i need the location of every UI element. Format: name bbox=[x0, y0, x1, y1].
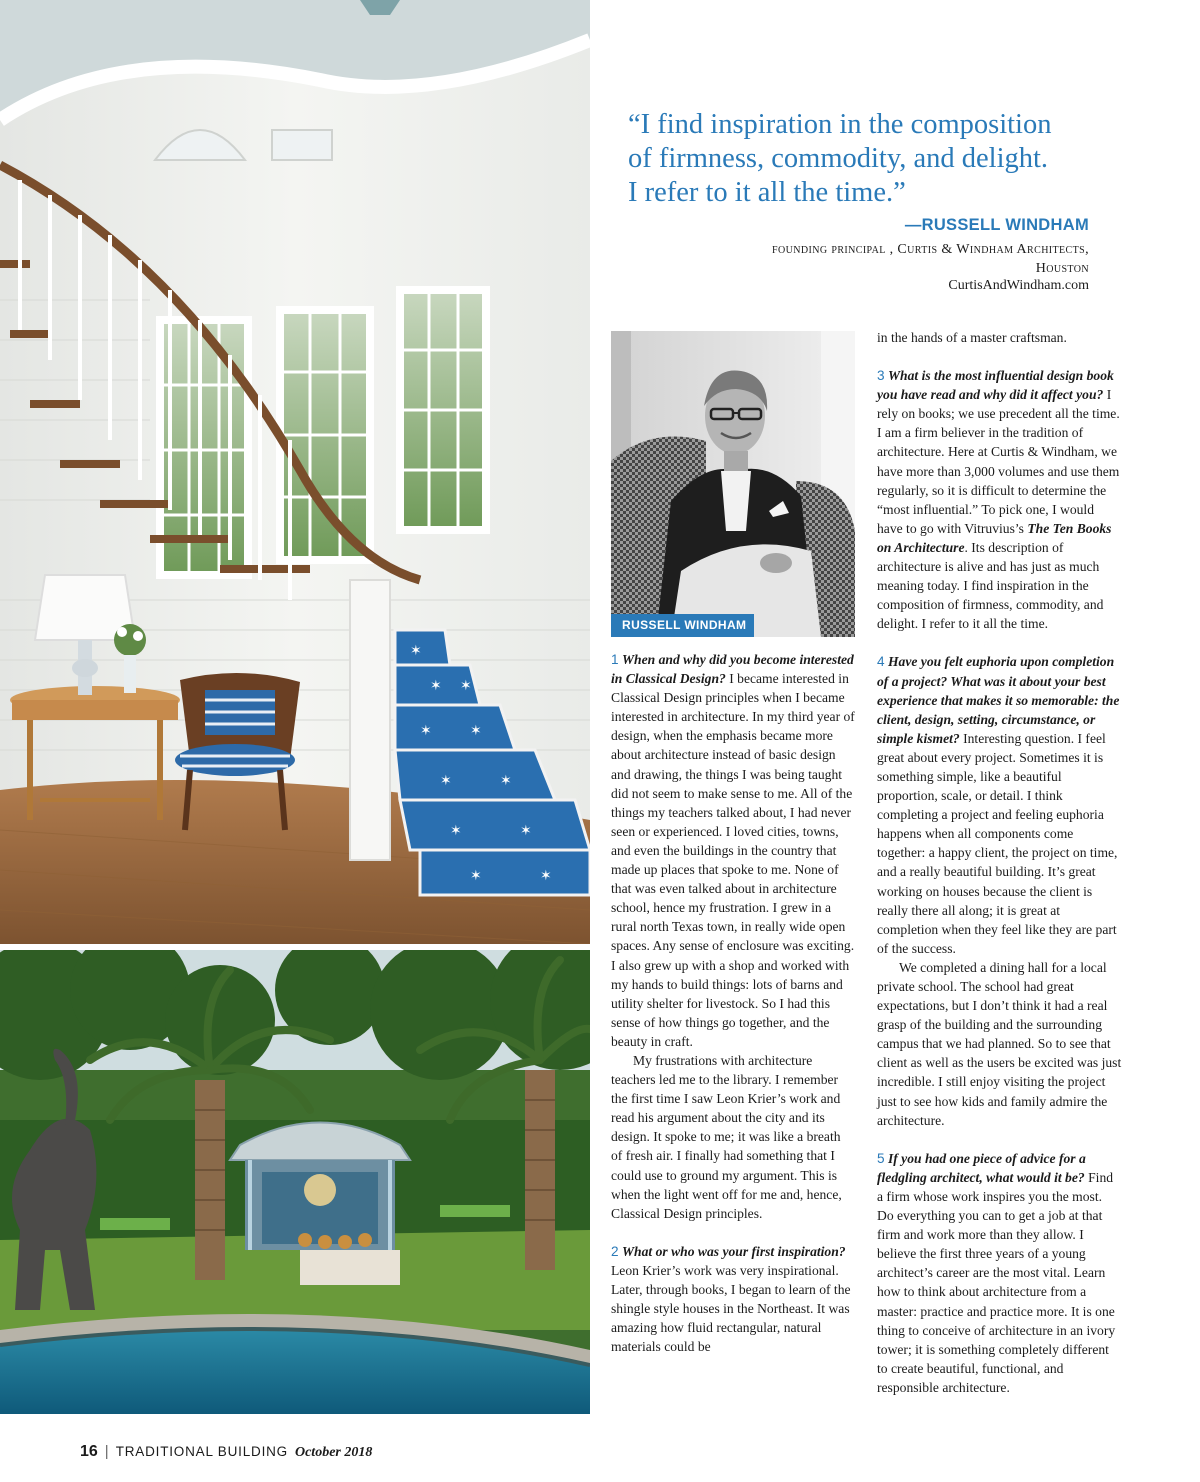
page-number: 16 bbox=[80, 1443, 98, 1460]
publication-name: TRADITIONAL BUILDING bbox=[115, 1444, 288, 1459]
firm-website: CurtisAndWindham.com bbox=[948, 278, 1089, 293]
quote-title-line: founding principal , Curtis & Windham Architects, bbox=[772, 242, 1089, 257]
answer-paragraph: My frustrations with architecture teachers led me to the library. I remember the first time I saw Leon Krier’s work and read his argument about the city and its design. It spoke to me; it was like a breath of fresh air. I finally had something that I could use to ground my argument. This is when the light went off for me and, hence, Classical Design principles. bbox=[611, 1052, 842, 1221]
question-text: What is the most influential design book you have read and why did it affect you? bbox=[877, 368, 1114, 403]
svg-text:✶: ✶ bbox=[410, 643, 422, 659]
question-text: If you had one piece of advice for a fledgling architect, what would it be? bbox=[877, 1150, 1086, 1185]
svg-text:✶: ✶ bbox=[470, 723, 482, 739]
q4-paragraph bbox=[877, 652, 1122, 958]
svg-text:✶: ✶ bbox=[420, 723, 432, 739]
q1-paragraph bbox=[611, 650, 855, 1051]
q2-paragraph bbox=[611, 1242, 855, 1357]
svg-text:✶: ✶ bbox=[520, 823, 532, 839]
svg-text:✶: ✶ bbox=[440, 773, 452, 789]
svg-text:✶: ✶ bbox=[470, 868, 482, 884]
portrait-photo bbox=[611, 331, 855, 637]
pull-quote-line: “I find inspiration in the composition bbox=[628, 109, 1052, 140]
answer-text: I became interested in Classical Design principles when I became interested in architecture. In my third year of design, when the emphasis became more about architecture instead of basic design and drawing, the things I was being taught did not seem to make sense to me. All of the things my teachers talked about, I had never seen or experienced. I loved cities, towns, and even the buildings in the country that made up places that spoke to me. None of that was even talked about in architecture school, hence my frustration. I grew in a rural north Texas town, in really wide open spaces. Any sense of enclosure was exciting. I also grew up with a shop and worked with my hands to build things: lots of barns and utility shelter for livestock. So I had this sense of how things go together, and the beauty in craft. bbox=[611, 671, 855, 1049]
page-footer bbox=[80, 1443, 372, 1461]
question-text: What or who was your first inspiration? bbox=[621, 1243, 846, 1259]
footer-separator: | bbox=[104, 1443, 109, 1460]
garden-pavilion-photo bbox=[0, 950, 590, 1414]
pull-quote-line: of firmness, commodity, and delight. bbox=[628, 143, 1049, 174]
svg-text:✶: ✶ bbox=[430, 678, 442, 694]
question-number: 3 bbox=[877, 368, 885, 384]
answer-text: Leon Krier’s work was very inspirational. Later, through books, I began to learn of the shingle style houses in the Northeast. It was amazing how fluid rectangular, natural materials could be bbox=[611, 1262, 851, 1355]
quote-title bbox=[629, 240, 1089, 278]
svg-text:✶: ✶ bbox=[500, 773, 512, 789]
quote-title-line: Houston bbox=[1035, 261, 1089, 276]
answer-text: Interesting question. I feel great about every project. Sometimes it is something simple, like a beautiful proportion, scale, or detail. I think completing a project and feeling euphoria happens when all components come together: a happy client, the project on time, and a really beautiful building. It’s great working on houses because the client is really there all along; it is great at completion when they feel like they are part of the success. bbox=[877, 730, 1118, 956]
answer-text: I rely on books; we use precedent all the time. I am a firm believer in the tradition of architecture. Here at Curtis & Windham, we have more than 3,000 volumes and use them regularly, so it is difficult to determine the “most influential.” To pick one, I would have to go with Vitruvius’s bbox=[877, 387, 1120, 536]
article-column-right bbox=[877, 328, 1122, 1397]
question-number: 5 bbox=[877, 1150, 885, 1166]
staircase-photo bbox=[0, 0, 590, 944]
quote-attribution: —RUSSELL WINDHAM bbox=[904, 216, 1089, 234]
svg-text:✶: ✶ bbox=[450, 823, 462, 839]
pull-quote bbox=[628, 108, 1128, 210]
svg-text:✶: ✶ bbox=[460, 678, 472, 694]
q3-paragraph bbox=[877, 366, 1122, 633]
question-number: 1 bbox=[611, 652, 619, 667]
question-text: When and why did you become interested in Classical Design? bbox=[611, 652, 854, 687]
pull-quote-line: I refer to it all the time.” bbox=[628, 177, 906, 208]
portrait-caption: RUSSELL WINDHAM bbox=[611, 614, 754, 637]
answer-paragraph: We completed a dining hall for a local private school. The school had great expectations, but I don’t think it had a real grasp of the building and the surrounding campus that we had planned. So to see that client as well as the users be excited was just incredible. I still enjoy visiting the project just to see how kids and family admire the architecture. bbox=[877, 959, 1122, 1128]
question-text: Have you felt euphoria upon completion of a project? What was it about your best experience that makes it so memorable: the client, design, setting, circumstance, or simple kismet? bbox=[877, 654, 1120, 746]
svg-text:✶: ✶ bbox=[540, 868, 552, 884]
answer-text: Find a firm whose work inspires you the most. Do everything you can to get a job at that firm and work more than they allow. I believe the first three years of a young architect’s career are the most vital. Learn how to think about architecture from a master: practice and practice more. It is one thing to conceive of architecture in an ivory tower; it is something completely different to create beautiful, functional, and responsible architecture. bbox=[877, 1169, 1116, 1395]
answer-continued: in the hands of a master craftsman. bbox=[877, 330, 1067, 345]
question-number: 4 bbox=[877, 654, 885, 670]
issue-date: October 2018 bbox=[294, 1445, 373, 1460]
answer-text: . Its description of architecture is alive and has just as much meaning today. I find inspiration in the composition of firmness, commodity, and delight. I refer to it all the time. bbox=[877, 539, 1104, 632]
article-column-left bbox=[611, 650, 855, 1356]
question-number: 2 bbox=[611, 1243, 619, 1259]
book-title: The Ten Books on Architecture bbox=[877, 520, 1112, 555]
q5-paragraph bbox=[877, 1149, 1122, 1397]
